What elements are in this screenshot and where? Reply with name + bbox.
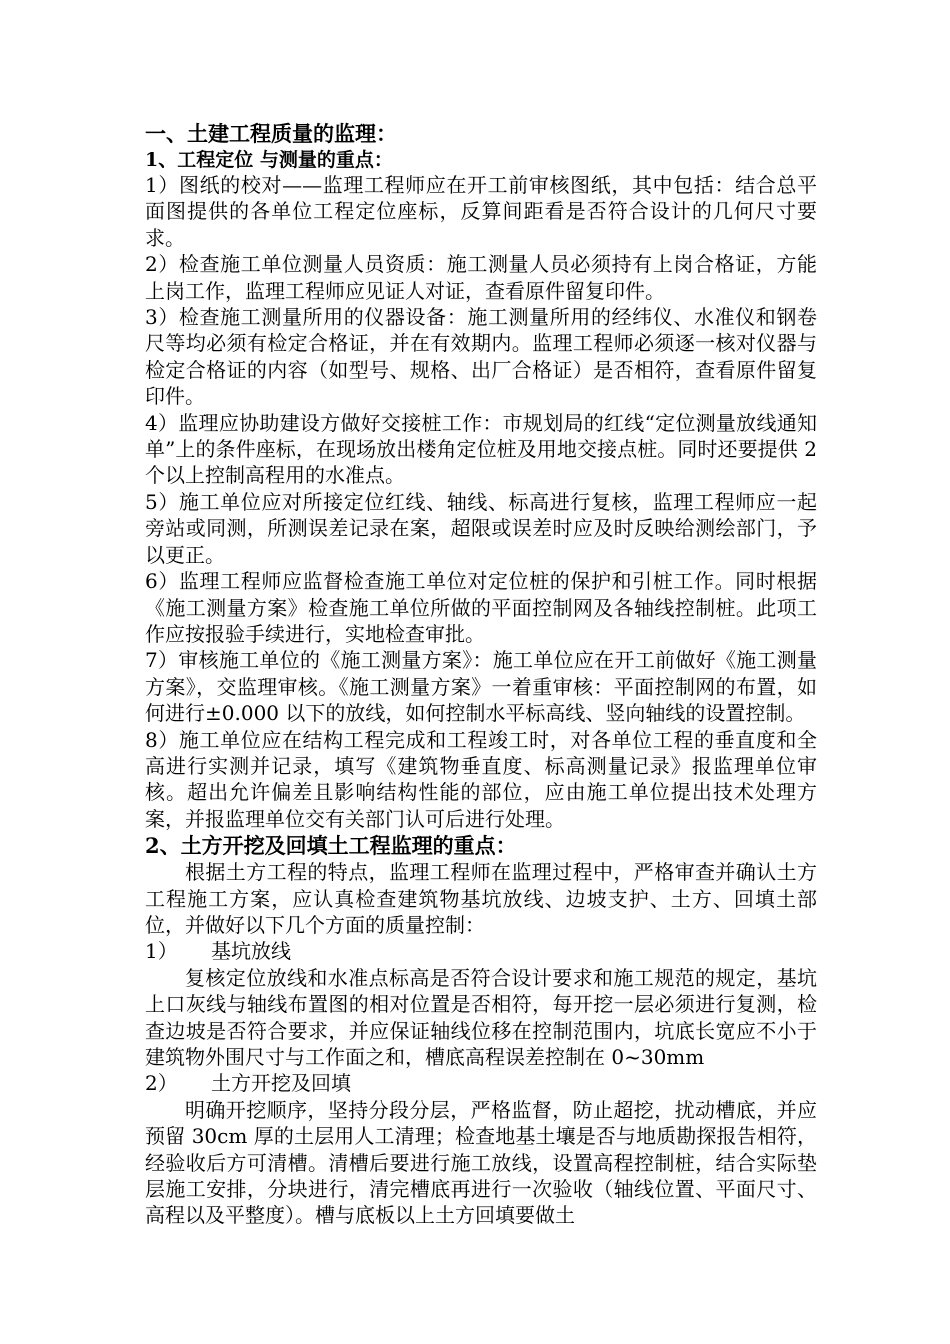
subitem-number: 1） bbox=[145, 939, 178, 964]
heading-section-1: 一、土建工程质量的监理： bbox=[145, 121, 397, 146]
subitem-heading-2 bbox=[145, 1070, 817, 1096]
paragraph-item-7: 7）审核施工单位的《施工测量方案》：施工单位应在开工前做好《施工测量方案》，交监理审核。《施工测量方案》一着重审核：平面控制网的布置，如何进行±0.000 以下的放线，如何控制水平标高线、竖向轴线的设置控制。 bbox=[145, 648, 817, 726]
paragraph-item-5: 5）施工单位应对所接定位红线、轴线、标高进行复核，监理工程师应一起旁站或同测，所测误差记录在案，超限或误差时应及时反映给测绘部门，予以更正。 bbox=[145, 489, 817, 567]
paragraph-item-1: 1）图纸的校对——监理工程师应在开工前审核图纸，其中包括：结合总平面图提供的各单位工程定位座标，反算间距看是否符合设计的几何尺寸要求。 bbox=[145, 173, 817, 250]
document-body bbox=[145, 120, 817, 1229]
paragraph-item-6: 6）监理工程师应监督检查施工单位对定位桩的保护和引桩工作。同时根据《施工测量方案》检查施工单位所做的平面控制网及各轴线控制桩。此项工作应按报验手续进行，实地检查审批。 bbox=[145, 569, 817, 646]
subheading-earthwork: 2、土方开挖及回填土工程监理的重点： bbox=[145, 833, 517, 859]
subitem-heading-1 bbox=[145, 938, 817, 964]
paragraph-item-2: 2）检查施工单位测量人员资质：施工测量人员必须持有上岗合格证，方能上岗工作，监理工程师应见证人对证，查看原件留复印件。 bbox=[145, 252, 817, 303]
paragraph-pit-layout: 复核定位放线和水准点标高是否符合设计要求和施工规范的规定，基坑上口灰线与轴线布置图的相对位置是否相符，每开挖一层必须进行复测，检查边坡是否符合要求，并应保证轴线位移在控制范围内，坑底长宽应不小于建筑物外围尺寸与工作面之和，槽底高程误差控制在 0~30mm bbox=[145, 965, 817, 1069]
subitem-title: 基坑放线 bbox=[211, 939, 291, 964]
paragraph-item-3: 3）检查施工测量所用的仪器设备：施工测量所用的经纬仪、水准仪和钢卷尺等均必须有检定合格证，并在有效期内。监理工程师必须逐一核对仪器与检定合格证的内容（如型号、规格、出厂合格证）是否相符，查看原件留复印件。 bbox=[145, 305, 817, 409]
paragraph-item-4: 4）监理应协助建设方做好交接桩工作：市规划局的红线“定位测量放线通知单”上的条件座标，在现场放出楼角定位桩及用地交接点桩。同时还要提供 2 个以上控制高程用的水准点。 bbox=[145, 410, 817, 488]
paragraph-excavation-backfill: 明确开挖顺序，坚持分段分层，严格监督，防止超挖，扰动槽底，并应预留 30cm 厚的土层用人工清理；检查地基土壤是否与地质勘探报告相符，经验收后方可清槽。清槽后要进行施工放线，设置高程控制桩，结合实际垫层施工安排，分块进行，清完槽底再进行一次验收（轴线位置、平面尺寸、高程以及平整度）。槽与底板以上土方回填要做土 bbox=[145, 1097, 817, 1228]
paragraph-earthwork-intro: 根据土方工程的特点，监理工程师在监理过程中，严格审查并确认土方工程施工方案，应认真检查建筑物基坑放线、边坡支护、土方、回填土部位，并做好以下几个方面的质量控制： bbox=[145, 860, 817, 937]
subitem-title: 土方开挖及回填 bbox=[211, 1071, 351, 1096]
paragraph-item-8: 8）施工单位应在结构工程完成和工程竣工时，对各单位工程的垂直度和全高进行实测并记录，填写《建筑物垂直度、标高测量记录》报监理单位审核。超出允许偏差且影响结构性能的部位，应由施工单位提出技术处理方案，并报监理单位交有关部门认可后进行处理。 bbox=[145, 727, 817, 831]
subheading-positioning-survey: 1、工程定位 与测量的重点： bbox=[145, 149, 393, 171]
subitem-number: 2） bbox=[145, 1071, 178, 1096]
